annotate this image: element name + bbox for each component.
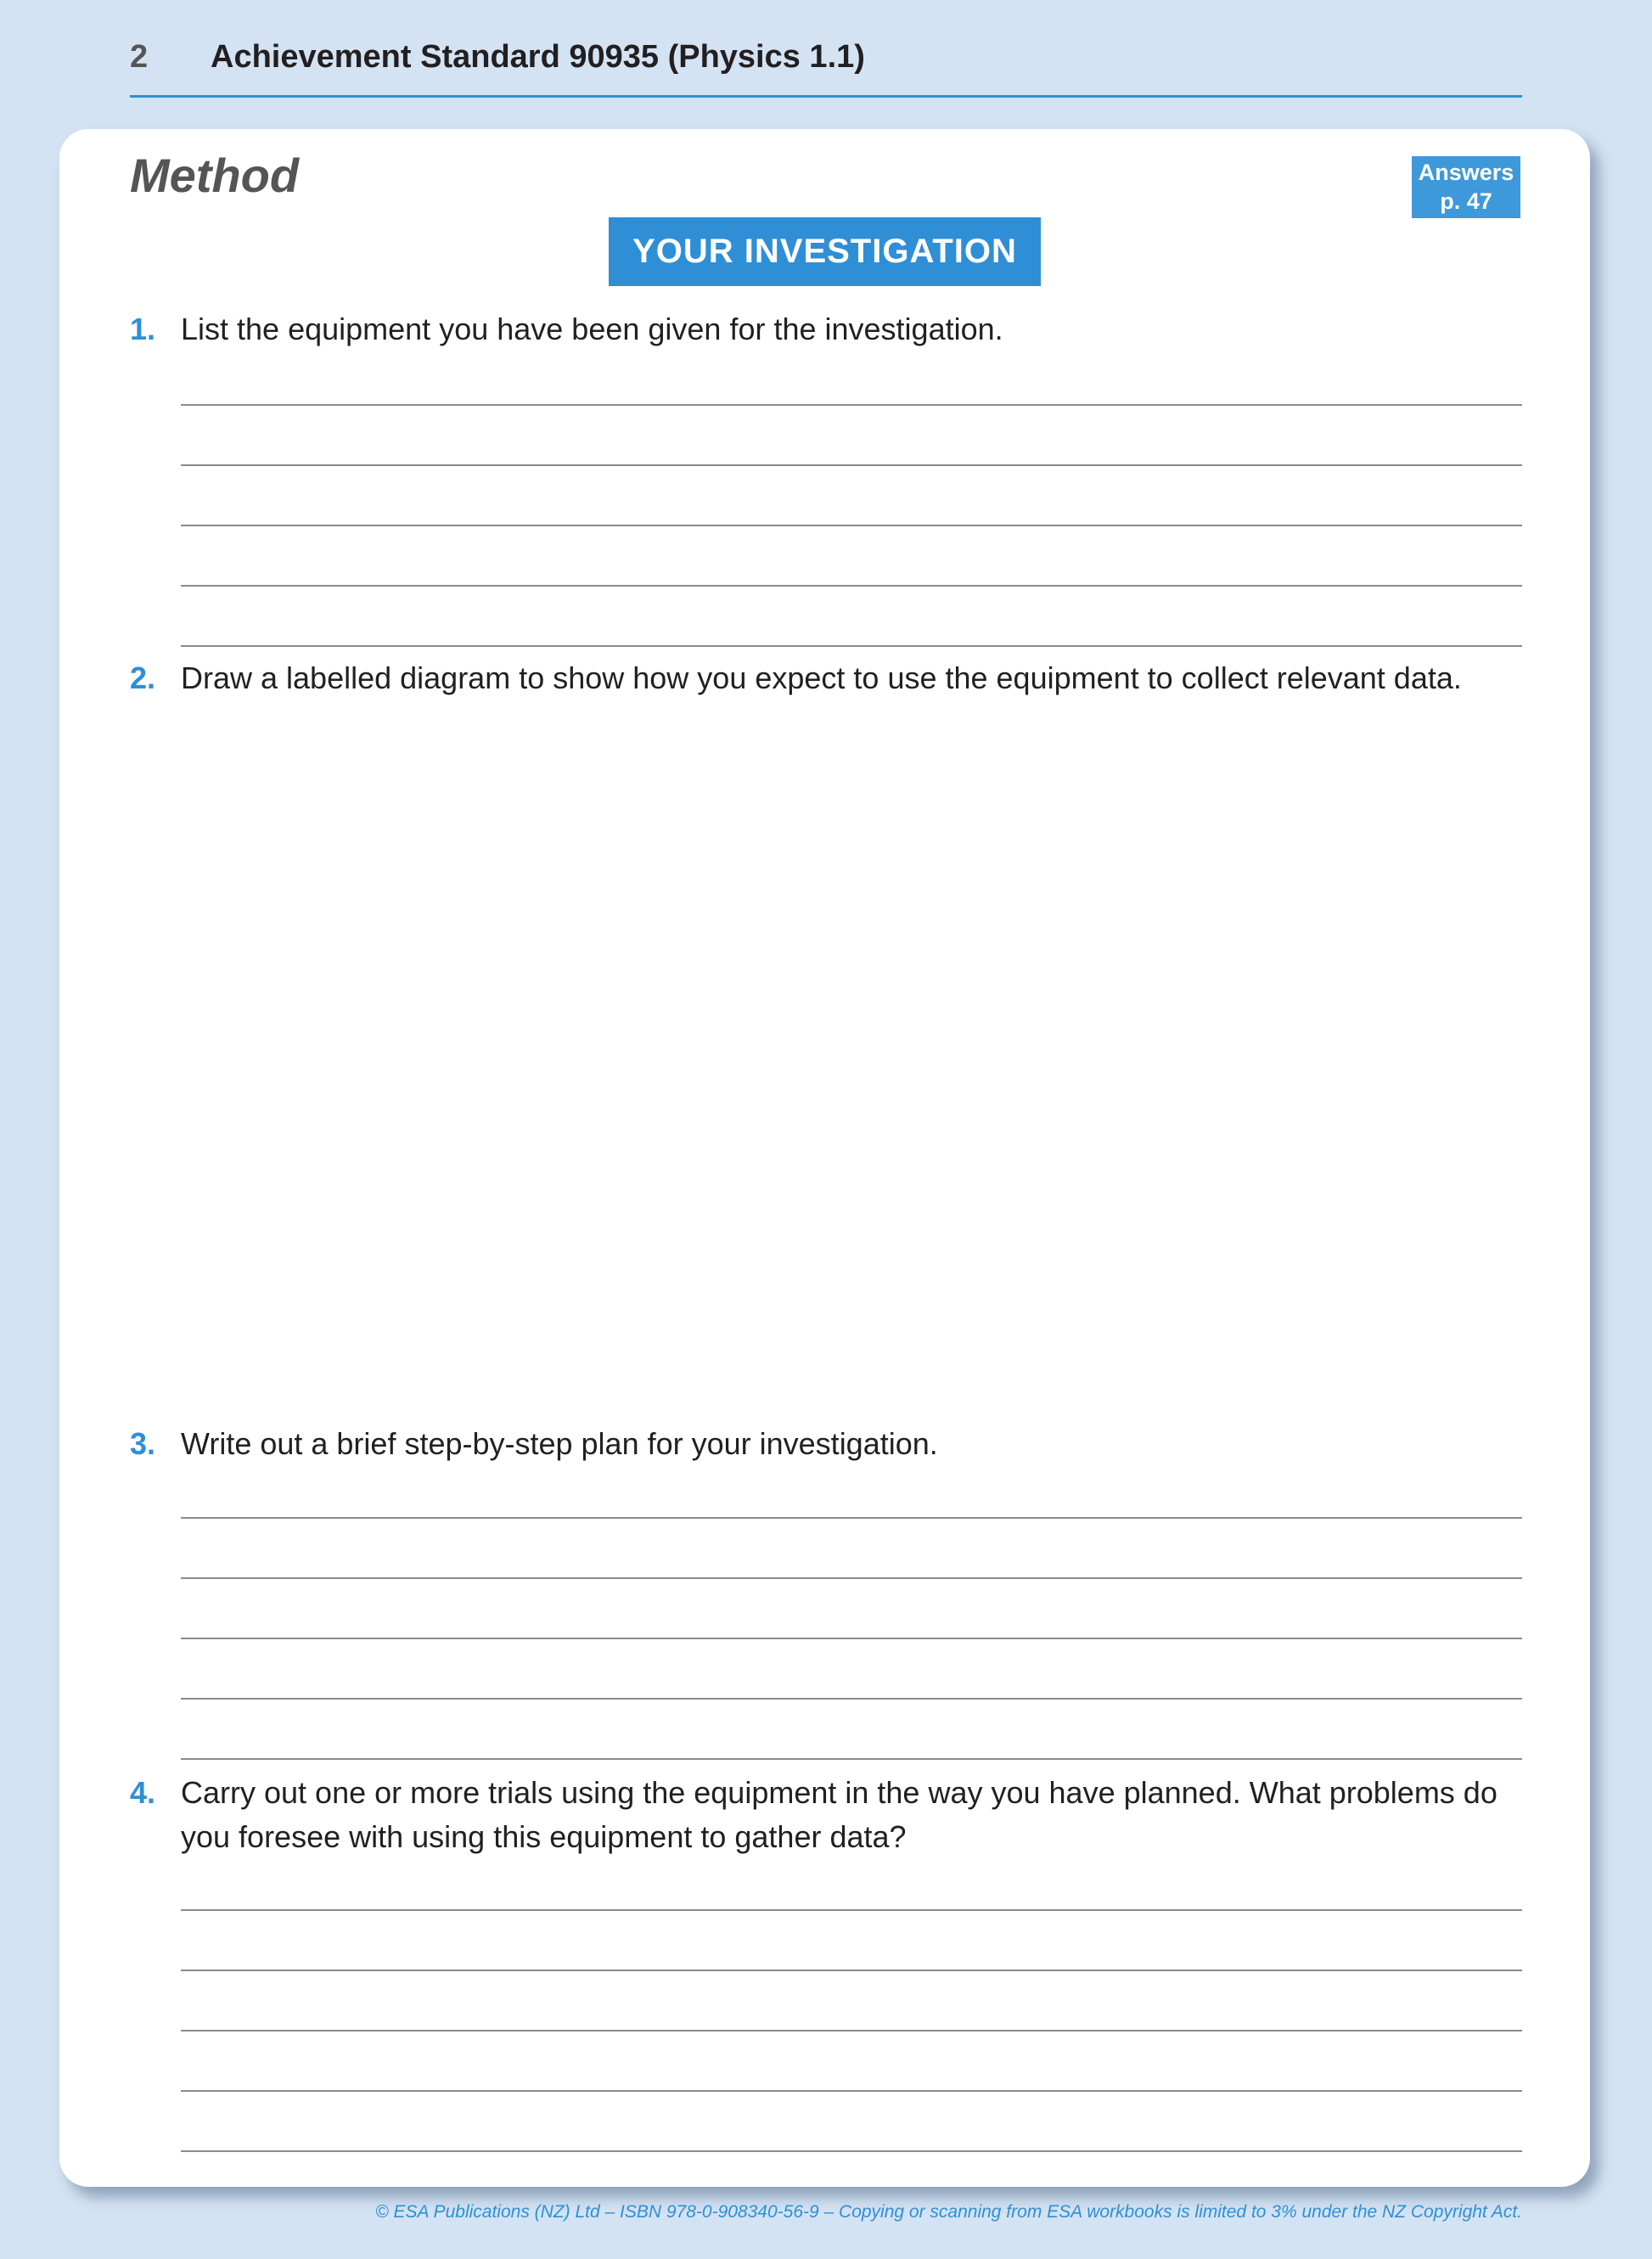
answer-line[interactable] [181, 1517, 1522, 1519]
page-header [130, 34, 1522, 98]
question-number: 1. [130, 312, 156, 346]
answer-line[interactable] [181, 1970, 1522, 1971]
answer-line[interactable] [181, 2030, 1522, 2031]
answer-line[interactable] [181, 1698, 1522, 1700]
answers-badge [1412, 156, 1520, 218]
page-number: 2 [130, 39, 149, 75]
answer-line[interactable] [181, 1758, 1522, 1760]
answer-line[interactable] [181, 525, 1522, 526]
question-text: Carry out one or more trials using the equipment in the way you have planned. What problems do you foresee with using this equipment to gather data? [181, 1775, 1497, 1854]
question-number: 3. [130, 1426, 156, 1461]
answer-line[interactable] [181, 2150, 1522, 2152]
answer-line[interactable] [181, 645, 1522, 647]
question-text: Write out a brief step-by-step plan for your investigation. [181, 1426, 938, 1461]
question-number: 2. [130, 660, 156, 695]
section-banner: YOUR INVESTIGATION [609, 217, 1041, 286]
question-text: List the equipment you have been given for the investigation. [181, 312, 1003, 346]
worksheet-card [59, 129, 1590, 2187]
answer-line[interactable] [181, 404, 1522, 406]
answer-line[interactable] [181, 1577, 1522, 1579]
question-text: Draw a labelled diagram to show how you expect to use the equipment to collect relevant data. [181, 660, 1462, 695]
answer-line[interactable] [181, 585, 1522, 587]
diagram-space[interactable] [181, 715, 1522, 1411]
question-number: 4. [130, 1775, 156, 1810]
answer-line[interactable] [181, 464, 1522, 466]
answers-page: p. 47 [1440, 188, 1492, 214]
answer-line[interactable] [181, 1909, 1522, 1911]
copyright-footer: © ESA Publications (NZ) Ltd – ISBN 978-0-908340-56-9 – Copying or scanning from ESA workbooks is limited to 3% under the NZ Copyright Act. [375, 2202, 1522, 2222]
answer-line[interactable] [181, 2090, 1522, 2092]
answer-line[interactable] [181, 1638, 1522, 1639]
section-title: Method [130, 149, 300, 202]
header-title: Achievement Standard 90935 (Physics 1.1) [211, 39, 865, 75]
answers-label: Answers [1418, 160, 1514, 185]
